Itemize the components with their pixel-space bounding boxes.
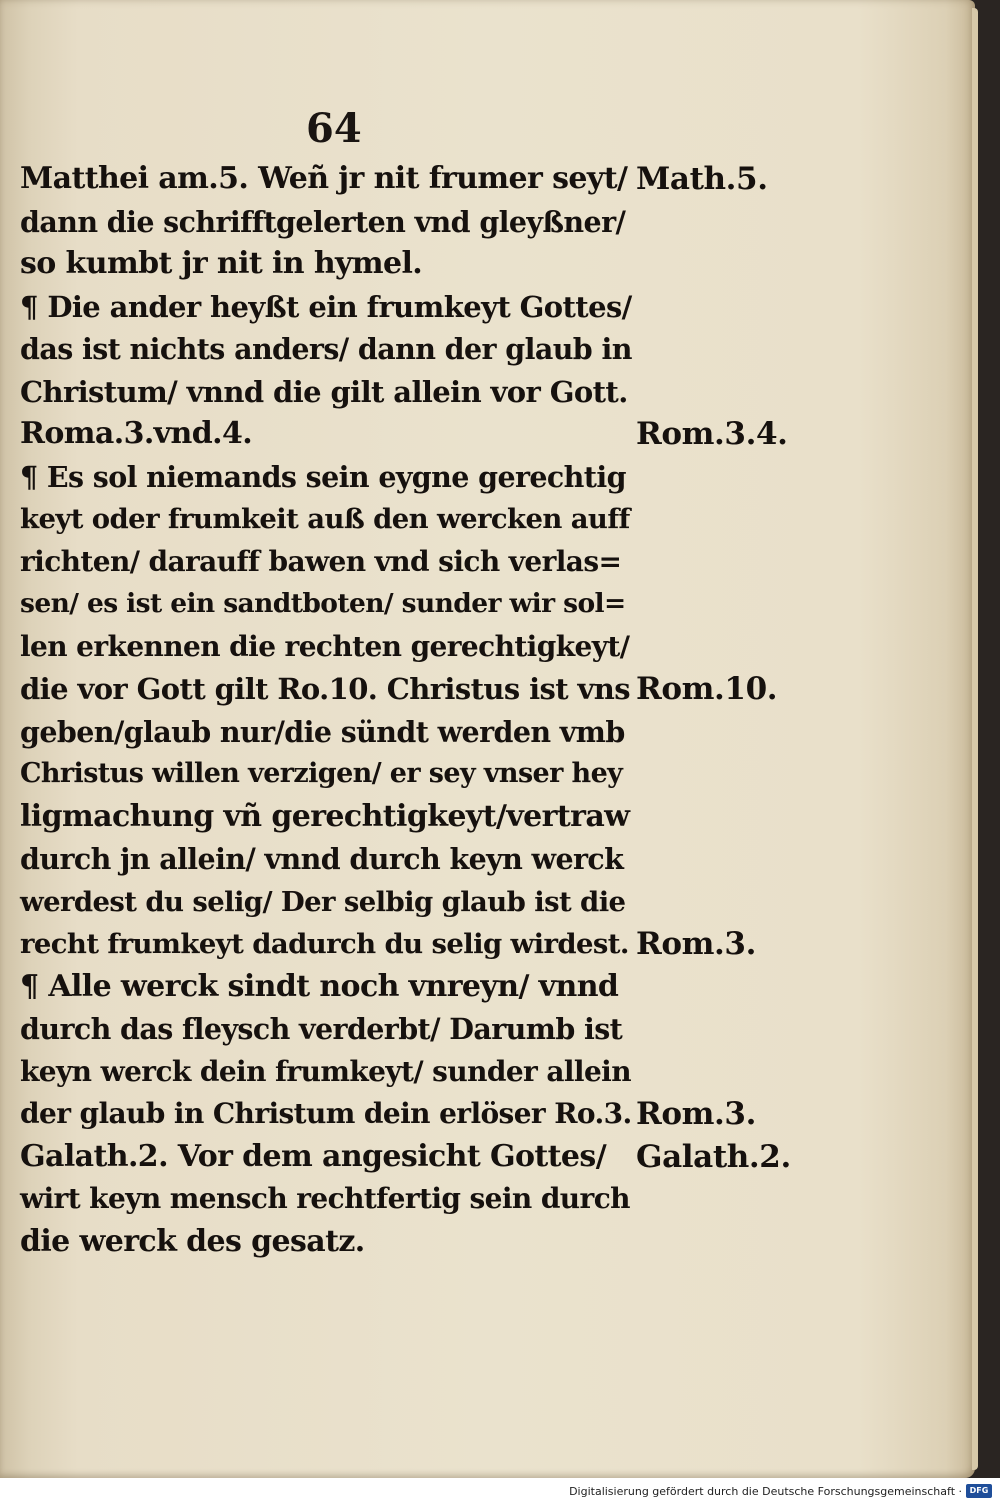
text-line: sen/ es ist ein sandtboten/ sunder wir sol=: [20, 588, 626, 619]
text-line: ¶ Es sol niemands sein eygne gerechtig: [20, 459, 626, 494]
text-line: Roma.3.vnd.4.: [20, 416, 253, 451]
text-line: Christus willen verzigen/ er sey vnser hey: [20, 758, 623, 789]
text-line: recht frumkeyt dadurch du selig wirdest.: [20, 928, 629, 960]
text-line: der glaub in Christum dein erlöser Ro.3.: [20, 1097, 632, 1130]
text-line: ¶ Alle werck sindt noch vnreyn/ vnnd: [20, 968, 619, 1004]
text-line: ¶ Die ander heyßt ein frumkeyt Gottes/: [20, 289, 632, 324]
text-line: Christum/ vnnd die gilt allein vor Gott.: [20, 374, 628, 409]
dfg-logo: DFG: [966, 1484, 992, 1498]
text-line: len erkennen die rechten gerechtigkeyt/: [20, 629, 630, 663]
margin-reference: Rom.3.: [636, 1096, 756, 1132]
text-line: werdest du selig/ Der selbig glaub ist die: [20, 885, 626, 918]
text-line: geben/glaub nur/die sündt werden vmb: [20, 714, 625, 749]
margin-reference: Rom.10.: [636, 671, 778, 707]
margin-reference: Rom.3.: [636, 926, 756, 962]
text-line: durch das fleysch verderbt/ Darumb ist: [20, 1012, 623, 1046]
text-line: das ist nichts anders/ dann der glaub in: [20, 332, 632, 366]
footer-bar: [0, 1478, 1000, 1505]
text-line: richten/ darauff bawen vnd sich verlas=: [20, 544, 622, 578]
text-line: wirt keyn mensch rechtfertig sein durch: [20, 1182, 630, 1215]
margin-reference: Galath.2.: [636, 1138, 791, 1175]
main-text-block: [20, 158, 632, 1263]
text-line: keyt oder frumkeit auß den wercken auff: [20, 503, 630, 535]
text-line: ligmachung vñ gerechtigkeyt/vertraw: [20, 798, 630, 834]
text-line: Matthei am.5. Weñ jr nit frumer seyt/: [20, 161, 628, 196]
text-line: durch jn allein/ vnnd durch keyn werck: [20, 842, 624, 876]
page-edge: [972, 8, 978, 1470]
funding-credit: Digitalisierung gefördert durch die Deutsche Forschungsgemeinschaft ·: [569, 1485, 962, 1498]
text-line: Galath.2. Vor dem angesicht Gottes/: [20, 1138, 607, 1174]
text-line: dann die schrifftgelerten vnd gleyßner/: [20, 204, 626, 239]
margin-reference: Rom.3.4.: [636, 416, 788, 452]
page-number: 64: [306, 105, 362, 152]
text-line: die werck des gesatz.: [20, 1223, 365, 1259]
text-line: keyn werck dein frumkeyt/ sunder allein: [20, 1054, 631, 1088]
margin-reference: Math.5.: [636, 161, 768, 197]
text-line: so kumbt jr nit in hymel.: [20, 246, 423, 281]
text-line: die vor Gott gilt Ro.10. Christus ist vns: [20, 672, 630, 706]
